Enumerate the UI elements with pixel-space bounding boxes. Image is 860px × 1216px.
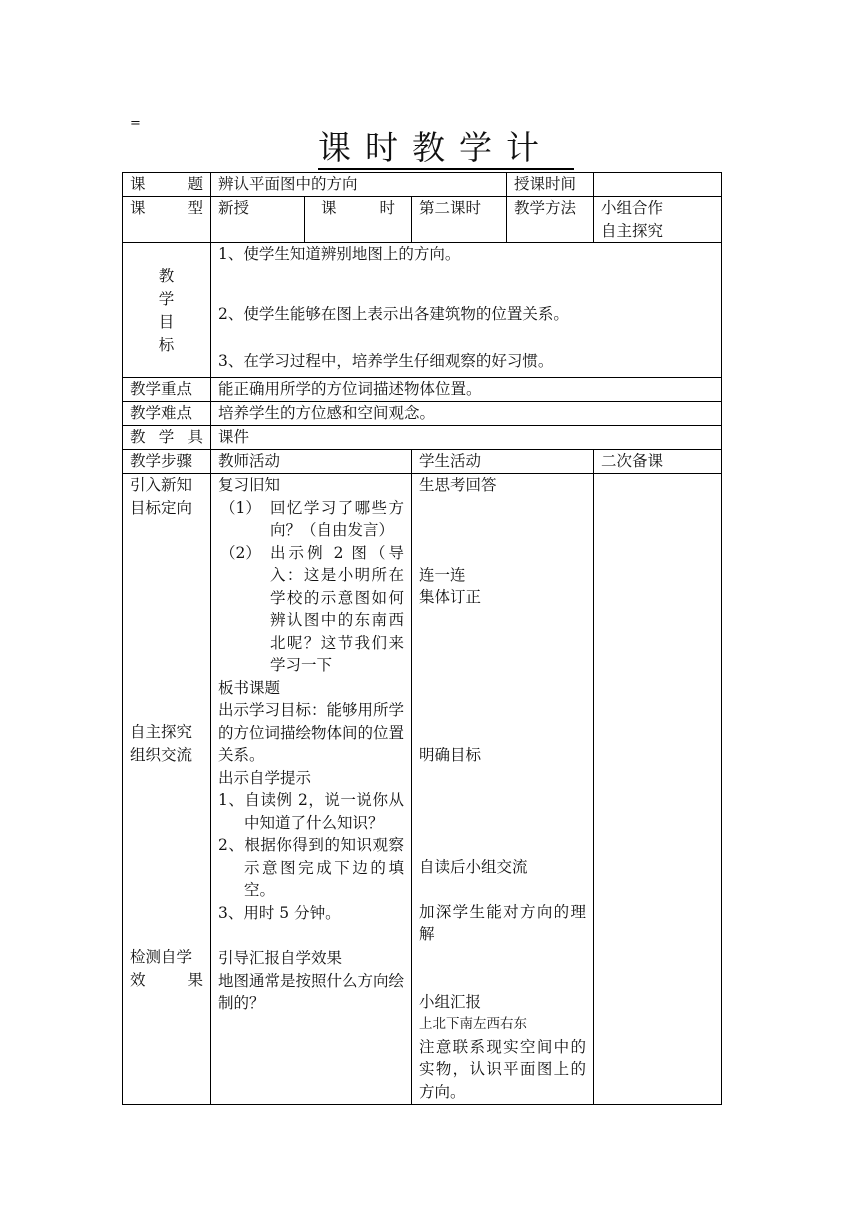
question-2-text: 出示例 2 图（导入：这是小明所在学校的示意图如何辨认图中的东南西北呢？这节我们来学习一下 <box>270 543 404 674</box>
spacer <box>419 946 586 991</box>
goals-label <box>123 243 211 378</box>
tools-value: 课件 <box>211 426 722 450</box>
tools-label: 教 学 具 <box>123 426 211 450</box>
class-time-value <box>594 173 722 197</box>
difficulty-label: 教学难点 <box>123 402 211 426</box>
phase-check-line2: 效 果 <box>130 970 203 989</box>
hint-item: 2、根据你得到的知识观察示意图完成下边的填空。 <box>218 836 404 899</box>
header-remarks: 二次备课 <box>594 450 722 474</box>
period-label: 课 时 <box>305 197 412 243</box>
row-goals <box>123 243 722 378</box>
board-title: 板书课题 <box>218 678 281 697</box>
goals-label-char: 目 <box>158 313 175 331</box>
topic-value: 辨认平面图中的方向 <box>211 173 507 197</box>
difficulty-value: 培养学生的方位感和空间观念。 <box>211 402 722 426</box>
type-label: 课 型 <box>123 197 211 243</box>
steps-phases <box>123 474 211 1105</box>
spacer <box>419 766 586 856</box>
student-activity: 自读后小组交流 <box>419 858 528 876</box>
phase-intro-line2: 目标定向 <box>130 498 193 517</box>
page-title: 课时教学计 <box>318 128 574 170</box>
key-point-value: 能正确用所学的方位词描述物体位置。 <box>211 378 722 402</box>
map-question: 地图通常是按照什么方向绘制的？ <box>218 971 405 1012</box>
teacher-activities <box>211 474 412 1105</box>
student-activity: 明确目标 <box>419 745 482 764</box>
header-teacher: 教师活动 <box>211 450 412 474</box>
goals-label-char: 教 <box>158 267 175 285</box>
page-mark: = <box>130 116 141 131</box>
student-activity: 注意联系现实空间中的实物，认识平面图上的方向。 <box>419 1037 587 1101</box>
method-value <box>594 197 722 243</box>
student-activity: 上北下南左西右东 <box>419 1016 527 1032</box>
phase-intro-line1: 引入新知 <box>130 476 193 494</box>
question-1 <box>218 497 404 542</box>
method-value-line2: 自主探究 <box>601 221 664 240</box>
student-activities <box>412 474 594 1105</box>
lesson-plan-table <box>122 172 722 1105</box>
row-key-point <box>123 378 722 402</box>
goals-label-char: 学 <box>158 290 175 308</box>
phase-check-line1: 检测自学 <box>130 948 193 966</box>
type-value: 新授 <box>211 197 305 243</box>
student-activity: 小组汇报 <box>419 992 482 1011</box>
header-steps: 教学步骤 <box>123 450 211 474</box>
spacer <box>218 924 404 947</box>
student-activity: 生思考回答 <box>419 476 497 494</box>
report-guide: 引导汇报自学效果 <box>218 949 343 967</box>
row-difficulty <box>123 402 722 426</box>
review-heading: 复习旧知 <box>218 476 281 494</box>
student-activity: 连一连 <box>419 565 466 584</box>
method-value-line1: 小组合作 <box>601 199 664 217</box>
phase-explore-line2: 组织交流 <box>130 745 193 764</box>
spacer <box>130 766 203 946</box>
goals-label-char: 标 <box>158 336 175 354</box>
row-topic <box>123 173 722 197</box>
row-steps-header <box>123 450 722 474</box>
row-type <box>123 197 722 243</box>
spacer <box>419 497 586 564</box>
hint-item: 3、用时 5 分钟。 <box>218 903 341 922</box>
student-activity: 加深学生能对方向的理解 <box>419 902 587 943</box>
goals-content <box>211 243 722 378</box>
goal-item: 1、使学生知道辨别地图上的方向。 <box>218 245 461 263</box>
remarks-cell <box>594 474 722 1105</box>
hint-title: 出示自学提示 <box>218 768 312 787</box>
spacer <box>419 879 586 901</box>
goal-item: 2、使学生能够在图上表示出各建筑物的位置关系。 <box>218 305 569 323</box>
spacer <box>130 519 203 721</box>
learning-goal: 出示学习目标：能够用所学的方位词描绘物体间的位置关系。 <box>218 701 405 764</box>
student-activity: 集体订正 <box>419 588 482 606</box>
period-value: 第二课时 <box>412 197 507 243</box>
header-student: 学生活动 <box>412 450 594 474</box>
question-2-number: （2） <box>220 543 261 562</box>
goal-item: 3、在学习过程中，培养学生仔细观察的好习惯。 <box>218 352 554 370</box>
spacer <box>419 609 586 744</box>
topic-label: 课 题 <box>123 173 211 197</box>
key-point-label: 教学重点 <box>123 378 211 402</box>
row-steps-body <box>123 474 722 1105</box>
question-2 <box>218 542 404 677</box>
question-1-text: 回忆学习了哪些方向？（自由发言） <box>270 498 404 539</box>
method-label: 教学方法 <box>507 197 594 243</box>
row-tools <box>123 426 722 450</box>
hint-item: 1、自读例 2，说一说你从中知道了什么知识？ <box>218 791 404 832</box>
question-1-number: （1） <box>220 498 261 517</box>
class-time-label: 授课时间 <box>507 173 594 197</box>
phase-explore-line1: 自主探究 <box>130 723 193 741</box>
